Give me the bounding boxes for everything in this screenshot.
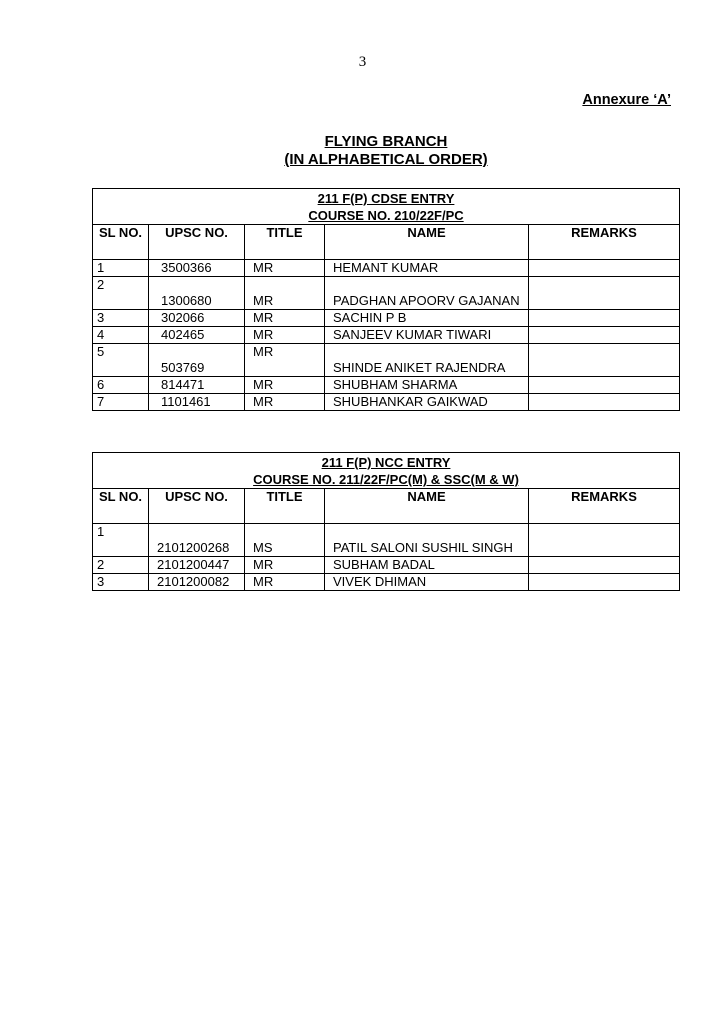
column-header-name: NAME (325, 225, 529, 260)
column-header-title: TITLE (245, 225, 325, 260)
cdse-entry-table (92, 188, 680, 411)
table-row (93, 310, 680, 327)
table-row (93, 394, 680, 411)
annexure-label: Annexure ‘A’ (582, 92, 671, 108)
name-cell: PADGHAN APOORV GAJANAN (325, 277, 529, 310)
name-cell: SUBHAM BADAL (325, 557, 529, 574)
column-header-remarks: REMARKS (529, 225, 680, 260)
upsc-cell: 3500366 (149, 260, 245, 277)
table-row (93, 574, 680, 591)
upsc-cell: 402465 (149, 327, 245, 344)
sl-cell: 7 (93, 394, 149, 411)
table-caption (93, 189, 680, 225)
course-number: COURSE NO. 210/22F/PC (308, 208, 464, 223)
remarks-cell (529, 574, 680, 591)
title-line-2: (IN ALPHABETICAL ORDER) (284, 151, 488, 168)
upsc-cell: 1300680 (149, 277, 245, 310)
ncc-entry-table (92, 452, 680, 591)
remarks-cell (529, 394, 680, 411)
remarks-cell (529, 310, 680, 327)
table-row (93, 524, 680, 557)
column-header-name: NAME (325, 489, 529, 524)
upsc-cell: 1101461 (149, 394, 245, 411)
upsc-cell: 2101200082 (149, 574, 245, 591)
column-header-title: TITLE (245, 489, 325, 524)
remarks-cell (529, 557, 680, 574)
name-cell: SANJEEV KUMAR TIWARI (325, 327, 529, 344)
name-cell: SHUBHAM SHARMA (325, 377, 529, 394)
column-header-remarks: REMARKS (529, 489, 680, 524)
sl-cell: 1 (93, 524, 149, 557)
column-header-upsc: UPSC NO. (149, 489, 245, 524)
title-cell: MR (245, 394, 325, 411)
upsc-cell: 2101200447 (149, 557, 245, 574)
sl-cell: 1 (93, 260, 149, 277)
header-row (93, 225, 680, 260)
table-row (93, 377, 680, 394)
upsc-cell: 814471 (149, 377, 245, 394)
remarks-cell (529, 260, 680, 277)
table-row (93, 327, 680, 344)
sl-cell: 6 (93, 377, 149, 394)
table-row (93, 277, 680, 310)
sl-cell: 3 (93, 310, 149, 327)
name-cell: SHINDE ANIKET RAJENDRA (325, 344, 529, 377)
title-line-1: FLYING BRANCH (324, 133, 448, 150)
sl-cell: 2 (93, 277, 149, 310)
entry-title: 211 F(P) CDSE ENTRY (317, 191, 455, 206)
table-row (93, 344, 680, 377)
sl-cell: 5 (93, 344, 149, 377)
remarks-cell (529, 327, 680, 344)
name-cell: SACHIN P B (325, 310, 529, 327)
column-header-upsc: UPSC NO. (149, 225, 245, 260)
upsc-cell: 302066 (149, 310, 245, 327)
upsc-cell: 503769 (149, 344, 245, 377)
title-cell: MR (245, 310, 325, 327)
title-cell: MR (245, 327, 325, 344)
name-cell: HEMANT KUMAR (325, 260, 529, 277)
entry-title: 211 F(P) NCC ENTRY (321, 455, 451, 470)
header-row (93, 489, 680, 524)
remarks-cell (529, 377, 680, 394)
title-cell: MR (245, 277, 325, 310)
remarks-cell (529, 344, 680, 377)
name-cell: PATIL SALONI SUSHIL SINGH (325, 524, 529, 557)
upsc-cell: 2101200268 (149, 524, 245, 557)
title-cell: MR (245, 344, 325, 377)
sl-cell: 4 (93, 327, 149, 344)
title-cell: MS (245, 524, 325, 557)
remarks-cell (529, 277, 680, 310)
title-cell: MR (245, 557, 325, 574)
sl-cell: 2 (93, 557, 149, 574)
table-caption (93, 453, 680, 489)
column-header-sl: SL NO. (93, 489, 149, 524)
course-number: COURSE NO. 211/22F/PC(M) & SSC(M & W) (253, 472, 519, 487)
title-cell: MR (245, 260, 325, 277)
title-cell: MR (245, 574, 325, 591)
column-header-sl: SL NO. (93, 225, 149, 260)
name-cell: SHUBHANKAR GAIKWAD (325, 394, 529, 411)
remarks-cell (529, 524, 680, 557)
page-number: 3 (358, 54, 367, 70)
table-row (93, 557, 680, 574)
page-title (0, 133, 725, 169)
title-cell: MR (245, 377, 325, 394)
sl-cell: 3 (93, 574, 149, 591)
table-row (93, 260, 680, 277)
name-cell: VIVEK DHIMAN (325, 574, 529, 591)
